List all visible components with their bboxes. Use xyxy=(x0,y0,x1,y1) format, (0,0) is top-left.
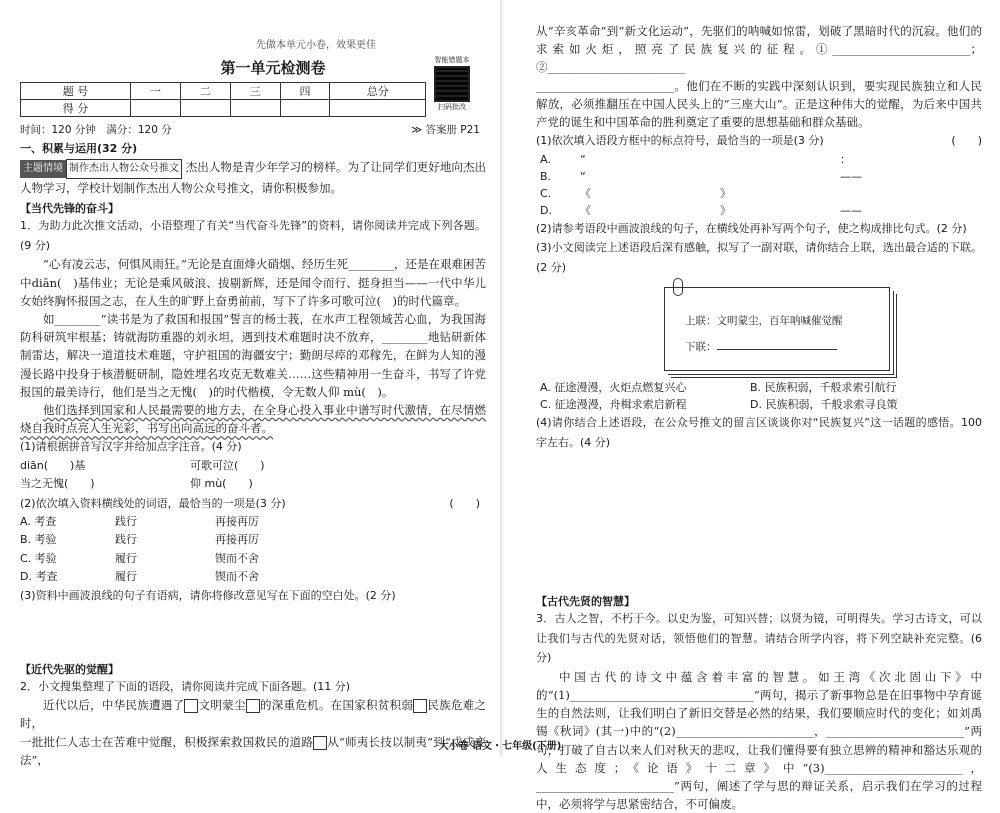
q2-2: (2)请参考语段中画波浪线的句子，在横线处再补写两个句子，使之构成排比句式。(2 分) xyxy=(536,221,967,235)
couplet-down-label: 下联： xyxy=(685,341,717,354)
option-item: 履行 xyxy=(115,551,137,565)
text: 一批批仁人志士在苦难中觉醒，积极探索救国救民的道路 xyxy=(20,734,314,749)
text: 的深重危机。在国家积贫积弱 xyxy=(259,698,414,713)
option-item: 《 xyxy=(580,203,591,217)
left-page xyxy=(0,0,500,767)
answer-space[interactable] xyxy=(20,606,486,658)
option-item: 《 xyxy=(580,186,591,200)
punct-box[interactable] xyxy=(184,699,198,713)
pinyin-item[interactable]: 仰 mù( ) xyxy=(190,477,253,491)
option-item[interactable]: A. 考查 xyxy=(20,515,57,529)
q1-3: (3)资料中画波浪线的句子有语病，请你将修改意见写在下面的空白处。(2 分) xyxy=(20,589,396,603)
option-item[interactable]: D. xyxy=(540,203,552,217)
score-cell: 三 xyxy=(230,83,280,100)
option-item[interactable]: C. 征途漫漫，舟楫求索启新程 xyxy=(540,398,687,412)
option-item: —— xyxy=(840,169,862,183)
couplet-card xyxy=(664,287,890,371)
option-item[interactable]: B. 考验 xyxy=(20,533,57,547)
score-cell: 四 xyxy=(280,83,330,100)
q1-1: (1)请根据拼音写汉字并给加点字注音。(4 分) xyxy=(20,440,242,454)
option-item: 履行 xyxy=(115,569,137,583)
q2-passage xyxy=(20,696,486,732)
r-passage-1: 从“辛亥革命”到“新文化运动”，先驱们的呐喊如惊雷，划破了黑暗时代的沉寂。他们的求索如火炬，照亮了民族复兴的征程。①________________________；②________________________ xyxy=(536,24,982,75)
text: 文明蒙尘 xyxy=(198,698,246,713)
score-cell: 总分 xyxy=(330,83,426,100)
option-item[interactable]: B. 民族积弱，千般求索引航行 xyxy=(750,381,897,395)
qr-block[interactable] xyxy=(430,56,474,112)
theme-text: 杰出人物是青少年学习的榜样。为了让同学们更好地向杰出人物学习，学校计划制作杰出人物公众号推文，请你积极参加。 xyxy=(20,160,487,196)
option-item: 锲而不舍 xyxy=(215,569,259,583)
score-cell: 得 分 xyxy=(21,100,131,117)
q1-options xyxy=(20,513,486,586)
option-item: 》 xyxy=(720,203,731,217)
couplet-options xyxy=(540,379,982,413)
pinyin-grid xyxy=(20,457,486,494)
q2-3: (3)小文阅读完上述语段后深有感触，拟写了一副对联，请你结合上联，选出最合适的下联。(2 分) xyxy=(536,241,982,274)
option-item: ： xyxy=(840,152,851,166)
option-item[interactable]: A. xyxy=(540,152,551,166)
q1-stem: 1．为助力此次推文活动，小语整理了有关“当代奋斗先锋”的资料，请你阅读并完成下列各题。(9 分) xyxy=(20,219,486,252)
qr-bottom-label: 扫码批改 xyxy=(438,103,466,111)
text: 近代以后，中华民族遭遇了 xyxy=(43,698,185,713)
pinyin-item[interactable]: 当之无愧( ) xyxy=(20,477,95,491)
couplet-up: 文明蒙尘，百年呐喊催觉醒 xyxy=(716,315,843,328)
footer: 大小卷 语文・七年级(下册) xyxy=(438,741,562,752)
option-item: “ xyxy=(580,152,586,166)
passage1: “心有凌云志，何惧风雨狂。”无论是直面烽火硝烟、经历生死________，还是在艰难困苦中diān( )基伟业；无论是乘风破浪、拔剔新辉，还是闻令而行、挺身担当——一代中华儿女始终胸怀报国之志，在人生的旷野上奋勇前前，写下了许多可歌可泣( )的时代篇章。 xyxy=(20,257,487,308)
option-item[interactable]: B. xyxy=(540,169,552,183)
sub2-title: 【近代先驱的觉醒】 xyxy=(20,662,119,676)
option-item: “ xyxy=(580,169,586,183)
option-item: 》 xyxy=(720,186,731,200)
part1-title: 一、积累与运用(32 分) xyxy=(20,142,138,155)
couplet-up-label: 上联： xyxy=(685,315,717,328)
option-item: 践行 xyxy=(115,533,137,547)
qr-top-label: 智能错题本 xyxy=(434,56,470,64)
score-cell: 一 xyxy=(131,83,181,100)
answer-paren[interactable]: ( ) xyxy=(951,134,982,148)
option-item xyxy=(840,185,920,202)
text: 民族危难之时， xyxy=(20,698,487,731)
pinyin-item[interactable]: 可歌可泣( ) xyxy=(190,458,265,472)
hint-text: 先做本单元小卷，效果更佳 xyxy=(256,40,376,51)
theme-tag2: 制作杰出人物公众号推文 xyxy=(66,159,182,179)
option-item: 再接再厉 xyxy=(215,515,259,529)
q2-stem: 2．小文搜集整理了下面的语段，请你阅读并完成下面各题。(11 分) xyxy=(20,679,351,693)
option-item[interactable]: D. 考查 xyxy=(20,569,58,583)
pinyin-item[interactable]: diān( )基 xyxy=(20,458,86,472)
q3-stem: 3．古人之智，不朽于今。以史为鉴，可知兴替；以贤为镜，可明得失。学习古诗文，可以让我们与古代的先贤对话，领悟他们的智慧。请结合所学内容，将下列空缺补充完整。(6 分) xyxy=(536,612,982,665)
answer-paren[interactable]: ( ) xyxy=(449,496,480,510)
r-passage-2: ________________________。他们在不断的实践中深刻认识到，要实现民族独立和人民解放，必须推翻压在中国人民头上的“三座大山”。正是这种伟大的觉醒，为后来中国共产党的诞生和中国革命的胜利奠定了重要的思想基础和群众基础。 xyxy=(536,78,982,130)
option-item[interactable]: D. 民族积弱，千般求索寻良策 xyxy=(750,398,898,412)
option-item: 践行 xyxy=(115,515,137,529)
qr-code-icon[interactable] xyxy=(434,66,470,102)
option-item[interactable]: C. 考验 xyxy=(20,551,57,565)
score-input[interactable] xyxy=(230,100,280,117)
punct-box[interactable] xyxy=(413,699,427,713)
option-item xyxy=(720,151,840,168)
text: 从“师夷长技以制夷”到“戊戌变法”， xyxy=(20,734,487,767)
theme-tag: 主题情境 xyxy=(20,160,66,178)
q1-2: (2)依次填入资料横线处的词语，最恰当的一项是(3 分) xyxy=(20,496,286,510)
punct-options xyxy=(540,151,982,219)
paperclip-icon xyxy=(673,278,683,296)
option-item[interactable]: A. 征途漫漫，火炬点燃复兴心 xyxy=(540,381,687,395)
punct-box[interactable] xyxy=(246,699,260,713)
option-item xyxy=(720,168,840,185)
score-input[interactable] xyxy=(280,100,330,117)
right-page xyxy=(500,0,1000,812)
sub1-title: 【当代先锋的奋斗】 xyxy=(20,202,119,216)
sub3-title: 【古代先贤的智慧】 xyxy=(536,595,635,609)
wavy-sentence: 他们选择到国家和人民最需要的地方去，在全身心投入事业中谱写时代激情，在尽情燃烧自我时点亮人生光彩，书写出向高远的奋斗者。 xyxy=(20,403,486,436)
answer-space[interactable] xyxy=(536,452,982,590)
option-item: 锲而不舍 xyxy=(215,551,259,565)
time-info: 时间：120 分钟 满分：120 分 xyxy=(20,124,172,136)
score-cell: 题 号 xyxy=(21,83,131,100)
q3-passage: 中国古代的诗文中蕴含着丰富的智慧。如王湾《次北固山下》中的“(1)________________________________”两句，揭示了新事物总是在旧事物中孕育诞生的自然法则，让我们明白了新旧交替是必然的结果，我们要顺应时代的变化；如刘禹锡《秋词》(其一)中的“(2)________________________，________________________”两句，打破了自古以来人们对秋天的悲叹，让我们懂得要有独立思辨的精神和豁达乐观的人生态度；《论语》十二章》中“(3)________________________，________________________”两句，阐述了学与思的辩证关系，启示我们在学习的过程中，必须将学与思紧密结合，不可偏废。 xyxy=(536,669,982,812)
option-item: —— xyxy=(840,203,862,217)
passage2: 如________“读书是为了救国和报国”誓言的杨士莪，在水声工程领域苦心血，为我国海防科研筑牢根基；铸就海防重器的刘永坦，遇到技术难题时决不放弃，________地钻研新体制雷达，解决一道道技术难题，守护祖国的海疆安宁；勤朗尽瘁的邓稼先，在鲜为人知的漫漫长路中投身于核潜艇研制，隐姓埋名攻克无数难关……这些精神用一生奋斗，书写了许党报国的最美诗行，他们是当之无愧( )的时代楷模，令无数人仰 mù( )。 xyxy=(20,312,486,399)
score-input[interactable] xyxy=(330,100,426,117)
score-input[interactable] xyxy=(131,100,181,117)
option-item: 再接再厉 xyxy=(215,533,259,547)
option-item[interactable]: C. xyxy=(540,186,552,200)
couplet-down-blank[interactable] xyxy=(717,349,837,350)
q2-1: (1)依次填入语段方框中的标点符号，最恰当的一项是(3 分) xyxy=(536,134,824,148)
q2-4: (4)请你结合上述语段，在公众号推文的留言区谈谈你对“民族复兴”这一话题的感悟。100 字左右。(4 分) xyxy=(536,416,982,449)
page-title: 第一单元检测卷 xyxy=(220,59,326,77)
score-input[interactable] xyxy=(180,100,230,117)
answer-ref: ≫ 答案册 P21 xyxy=(411,124,480,136)
score-table xyxy=(20,82,426,117)
score-cell: 二 xyxy=(180,83,230,100)
